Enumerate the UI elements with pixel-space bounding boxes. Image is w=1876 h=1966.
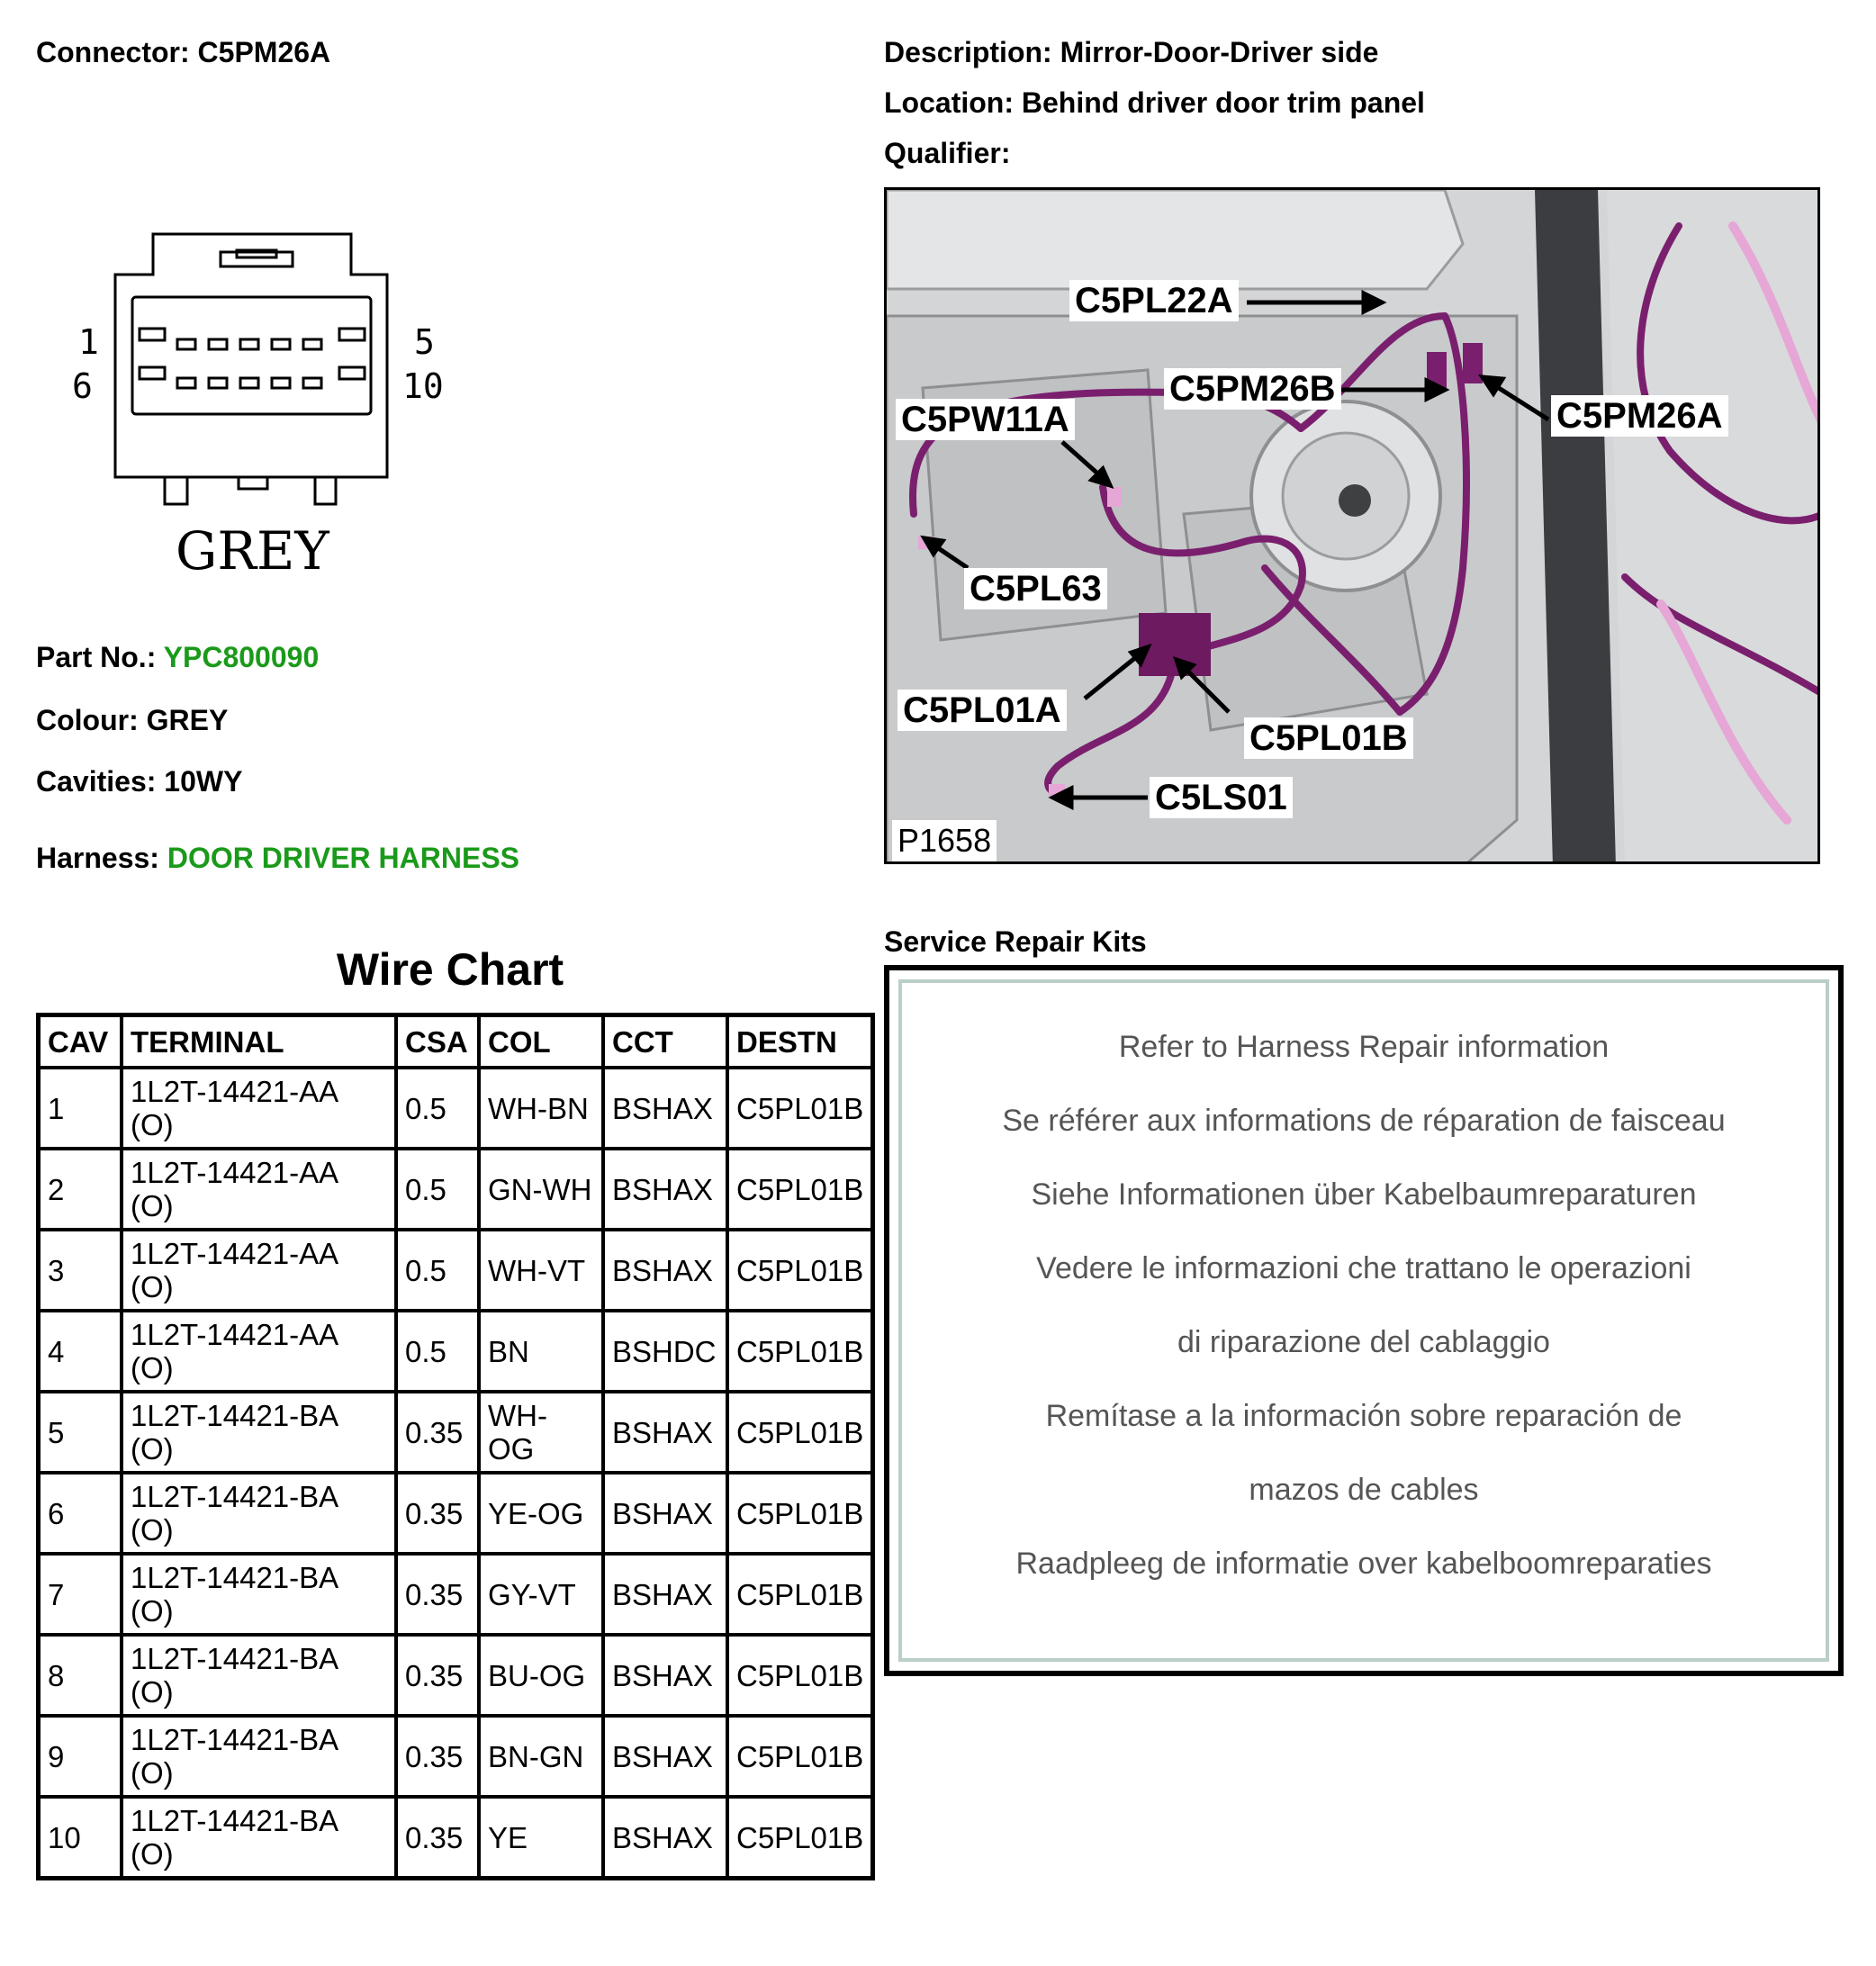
terminal-sub: (O): [131, 1108, 174, 1141]
cell-terminal: [122, 1797, 396, 1879]
srk-line: Raadpleeg de informatie over kabelboomreparaties: [1015, 1547, 1712, 1581]
pin-1: [140, 329, 165, 340]
qualifier-label: Qualifier:: [884, 137, 1011, 169]
cell-terminal: [122, 1716, 396, 1797]
terminal-sub: (O): [131, 1675, 174, 1709]
service-repair-kits-inner-frame: [898, 979, 1829, 1662]
terminal-number: 1L2T-14421-BA: [131, 1480, 339, 1513]
location-value: Behind driver door trim panel: [1021, 86, 1425, 119]
table-row: [39, 1230, 873, 1311]
callout-c5pl01a: C5PL01A: [897, 690, 1067, 731]
colour-value: GREY: [146, 704, 229, 736]
connector-outer-shell: [115, 234, 387, 477]
cell-cav: 3: [39, 1230, 122, 1311]
pin-3: [209, 339, 227, 349]
callout-c5pl01b: C5PL01B: [1244, 717, 1413, 759]
connector-foot-middle: [239, 477, 267, 489]
cell-destn: C5PL01B: [727, 1068, 873, 1149]
table-row: [39, 1068, 873, 1149]
connector-foot-left: [165, 477, 187, 504]
cell-csa: 0.35: [396, 1392, 479, 1473]
callout-c5pm26b: C5PM26B: [1164, 368, 1341, 410]
photo-id-label: P1658: [892, 820, 997, 861]
cell-cct: BSHDC: [603, 1311, 727, 1392]
service-repair-kits-box: [884, 965, 1844, 1676]
cavities-value: 10WY: [164, 765, 243, 798]
pin-label-6: 6: [72, 366, 93, 406]
cell-cav: 10: [39, 1797, 122, 1879]
cell-cav: 6: [39, 1473, 122, 1554]
col-header-terminal: TERMINAL: [122, 1015, 396, 1069]
pin-7: [177, 378, 195, 388]
description-value: Mirror-Door-Driver side: [1060, 36, 1379, 68]
terminal-sub: (O): [131, 1351, 174, 1384]
pin-8: [209, 378, 227, 388]
cell-cav: 7: [39, 1554, 122, 1635]
srk-line: Refer to Harness Repair information: [1118, 1030, 1610, 1064]
col-header-csa: CSA: [396, 1015, 479, 1069]
srk-line: mazos de cables: [1249, 1473, 1479, 1507]
cell-destn: C5PL01B: [727, 1392, 873, 1473]
terminal-sub: (O): [131, 1513, 174, 1547]
cell-csa: 0.35: [396, 1797, 479, 1879]
terminal-number: 1L2T-14421-AA: [131, 1156, 339, 1189]
pin-10: [339, 367, 365, 379]
col-header-destn: DESTN: [727, 1015, 873, 1069]
cell-terminal: [122, 1311, 396, 1392]
terminal-sub: (O): [131, 1756, 174, 1790]
cell-col: BU-OG: [479, 1635, 603, 1716]
cell-cct: BSHAX: [603, 1473, 727, 1554]
cell-terminal: [122, 1554, 396, 1635]
callout-c5ls01: C5LS01: [1150, 777, 1293, 818]
colour-line: [36, 704, 228, 737]
cell-terminal: [122, 1068, 396, 1149]
cell-destn: C5PL01B: [727, 1635, 873, 1716]
wire-chart-header-row: [39, 1015, 873, 1069]
part-no-value: YPC800090: [163, 641, 320, 673]
connector-value: C5PM26A: [197, 36, 331, 68]
callout-c5pm26a: C5PM26A: [1551, 395, 1728, 437]
table-row: [39, 1554, 873, 1635]
cell-col: YE-OG: [479, 1473, 603, 1554]
location-photo: [884, 187, 1820, 864]
terminal-number: 1L2T-14421-BA: [131, 1804, 339, 1837]
cell-cav: 8: [39, 1635, 122, 1716]
pin-9: [272, 378, 290, 388]
cell-cct: BSHAX: [603, 1716, 727, 1797]
pin-label-5: 5: [414, 322, 435, 362]
cell-terminal: [122, 1230, 396, 1311]
pin-4: [272, 339, 290, 349]
cell-destn: C5PL01B: [727, 1473, 873, 1554]
terminal-sub: (O): [131, 1594, 174, 1628]
col-header-cav: CAV: [39, 1015, 122, 1069]
terminal-sub: (O): [131, 1270, 174, 1303]
srk-line: Siehe Informationen über Kabelbaumreparaturen: [1031, 1177, 1697, 1212]
harness-line: [36, 842, 519, 875]
table-row: [39, 1473, 873, 1554]
location-label: Location:: [884, 86, 1014, 119]
cell-csa: 0.35: [396, 1716, 479, 1797]
cell-cav: 2: [39, 1149, 122, 1230]
callout-c5pl63: C5PL63: [964, 568, 1107, 609]
cell-csa: 0.35: [396, 1635, 479, 1716]
terminal-sub: (O): [131, 1189, 174, 1222]
cell-cct: BSHAX: [603, 1392, 727, 1473]
cell-terminal: [122, 1392, 396, 1473]
cell-csa: 0.35: [396, 1473, 479, 1554]
cell-destn: C5PL01B: [727, 1797, 873, 1879]
cell-csa: 0.5: [396, 1230, 479, 1311]
col-text: WH-: [488, 1399, 547, 1432]
col-header-col: COL: [479, 1015, 603, 1069]
terminal-sub: (O): [131, 1432, 174, 1465]
cell-cct: BSHAX: [603, 1797, 727, 1879]
cell-csa: 0.35: [396, 1554, 479, 1635]
cell-destn: C5PL01B: [727, 1716, 873, 1797]
terminal-number: 1L2T-14421-BA: [131, 1642, 339, 1675]
col-header-cct: CCT: [603, 1015, 727, 1069]
terminal-sub: (O): [131, 1837, 174, 1871]
table-row: [39, 1311, 873, 1392]
cell-col: YE: [479, 1797, 603, 1879]
pin-label-10: 10: [402, 366, 444, 406]
connector-inner-body: [132, 297, 371, 414]
pin-2: [177, 339, 195, 349]
connector-face-diagram: [68, 225, 482, 585]
cavities-label: Cavities:: [36, 765, 157, 798]
cell-col: WH-BN: [479, 1068, 603, 1149]
srk-line: Vedere le informazioni che trattano le operazioni: [1036, 1251, 1691, 1285]
pin-6: [140, 367, 165, 379]
description-label: Description:: [884, 36, 1052, 68]
col-text-sub: OG: [488, 1432, 535, 1465]
terminal-number: 1L2T-14421-BA: [131, 1723, 339, 1756]
part-no-line: [36, 641, 319, 674]
callout-c5pl22a: C5PL22A: [1069, 280, 1239, 321]
cell-terminal: [122, 1149, 396, 1230]
terminal-number: 1L2T-14421-AA: [131, 1318, 339, 1351]
pin-9b: [303, 378, 321, 388]
table-row: [39, 1716, 873, 1797]
harness-label: Harness:: [36, 842, 159, 874]
connector-foot-right: [315, 477, 336, 504]
table-row: [39, 1392, 873, 1473]
service-repair-kits-title: Service Repair Kits: [884, 925, 1147, 958]
cell-destn: C5PL01B: [727, 1149, 873, 1230]
cell-cav: 1: [39, 1068, 122, 1149]
connector-label: Connector:: [36, 36, 190, 68]
cell-cav: 5: [39, 1392, 122, 1473]
qualifier-line: [884, 137, 1010, 170]
cell-cct: BSHAX: [603, 1554, 727, 1635]
cell-terminal: [122, 1635, 396, 1716]
cell-cct: BSHAX: [603, 1230, 727, 1311]
connector-latch-inner: [237, 250, 276, 257]
cell-cct: BSHAX: [603, 1635, 727, 1716]
pin-5: [339, 329, 365, 340]
harness-value: DOOR DRIVER HARNESS: [167, 842, 519, 874]
srk-line: Remítase a la información sobre reparación de: [1045, 1399, 1682, 1433]
cell-csa: 0.5: [396, 1149, 479, 1230]
terminal-number: 1L2T-14421-BA: [131, 1399, 339, 1432]
cell-cct: BSHAX: [603, 1068, 727, 1149]
pin-4b: [303, 339, 321, 349]
cell-cav: 4: [39, 1311, 122, 1392]
terminal-number: 1L2T-14421-AA: [131, 1237, 339, 1270]
terminal-number: 1L2T-14421-BA: [131, 1561, 339, 1594]
terminal-number: 1L2T-14421-AA: [131, 1075, 339, 1108]
cell-col: BN-GN: [479, 1716, 603, 1797]
wire-chart-table: [36, 1013, 875, 1880]
cell-cct: BSHAX: [603, 1149, 727, 1230]
table-row: [39, 1797, 873, 1879]
cell-destn: C5PL01B: [727, 1311, 873, 1392]
cell-csa: 0.5: [396, 1311, 479, 1392]
cell-cav: 9: [39, 1716, 122, 1797]
cavities-line: [36, 765, 242, 798]
connector-latch: [221, 252, 293, 266]
cell-col: WH-VT: [479, 1230, 603, 1311]
cell-csa: 0.5: [396, 1068, 479, 1149]
srk-line: di riparazione del cablaggio: [1177, 1325, 1550, 1359]
callout-c5pw11a: C5PW11A: [896, 399, 1075, 440]
location-line: [884, 86, 1425, 120]
door-panel-illustration: [887, 190, 1820, 864]
connector-line: [36, 36, 330, 69]
cell-destn: C5PL01B: [727, 1230, 873, 1311]
connector-color-label: GREY: [176, 520, 329, 582]
pin-3b: [240, 339, 258, 349]
part-no-label: Part No.:: [36, 641, 157, 673]
cell-col: [479, 1392, 603, 1473]
table-row: [39, 1149, 873, 1230]
wire-chart-title: Wire Chart: [336, 944, 564, 995]
cell-terminal: [122, 1473, 396, 1554]
cell-col: GN-WH: [479, 1149, 603, 1230]
cell-destn: C5PL01B: [727, 1554, 873, 1635]
cell-col: GY-VT: [479, 1554, 603, 1635]
colour-label: Colour:: [36, 704, 139, 736]
pin-label-1: 1: [78, 322, 99, 362]
description-line: [884, 36, 1378, 69]
cell-col: BN: [479, 1311, 603, 1392]
table-row: [39, 1635, 873, 1716]
srk-line: Se référer aux informations de réparation de faisceau: [1002, 1104, 1726, 1138]
pin-8b: [240, 378, 258, 388]
